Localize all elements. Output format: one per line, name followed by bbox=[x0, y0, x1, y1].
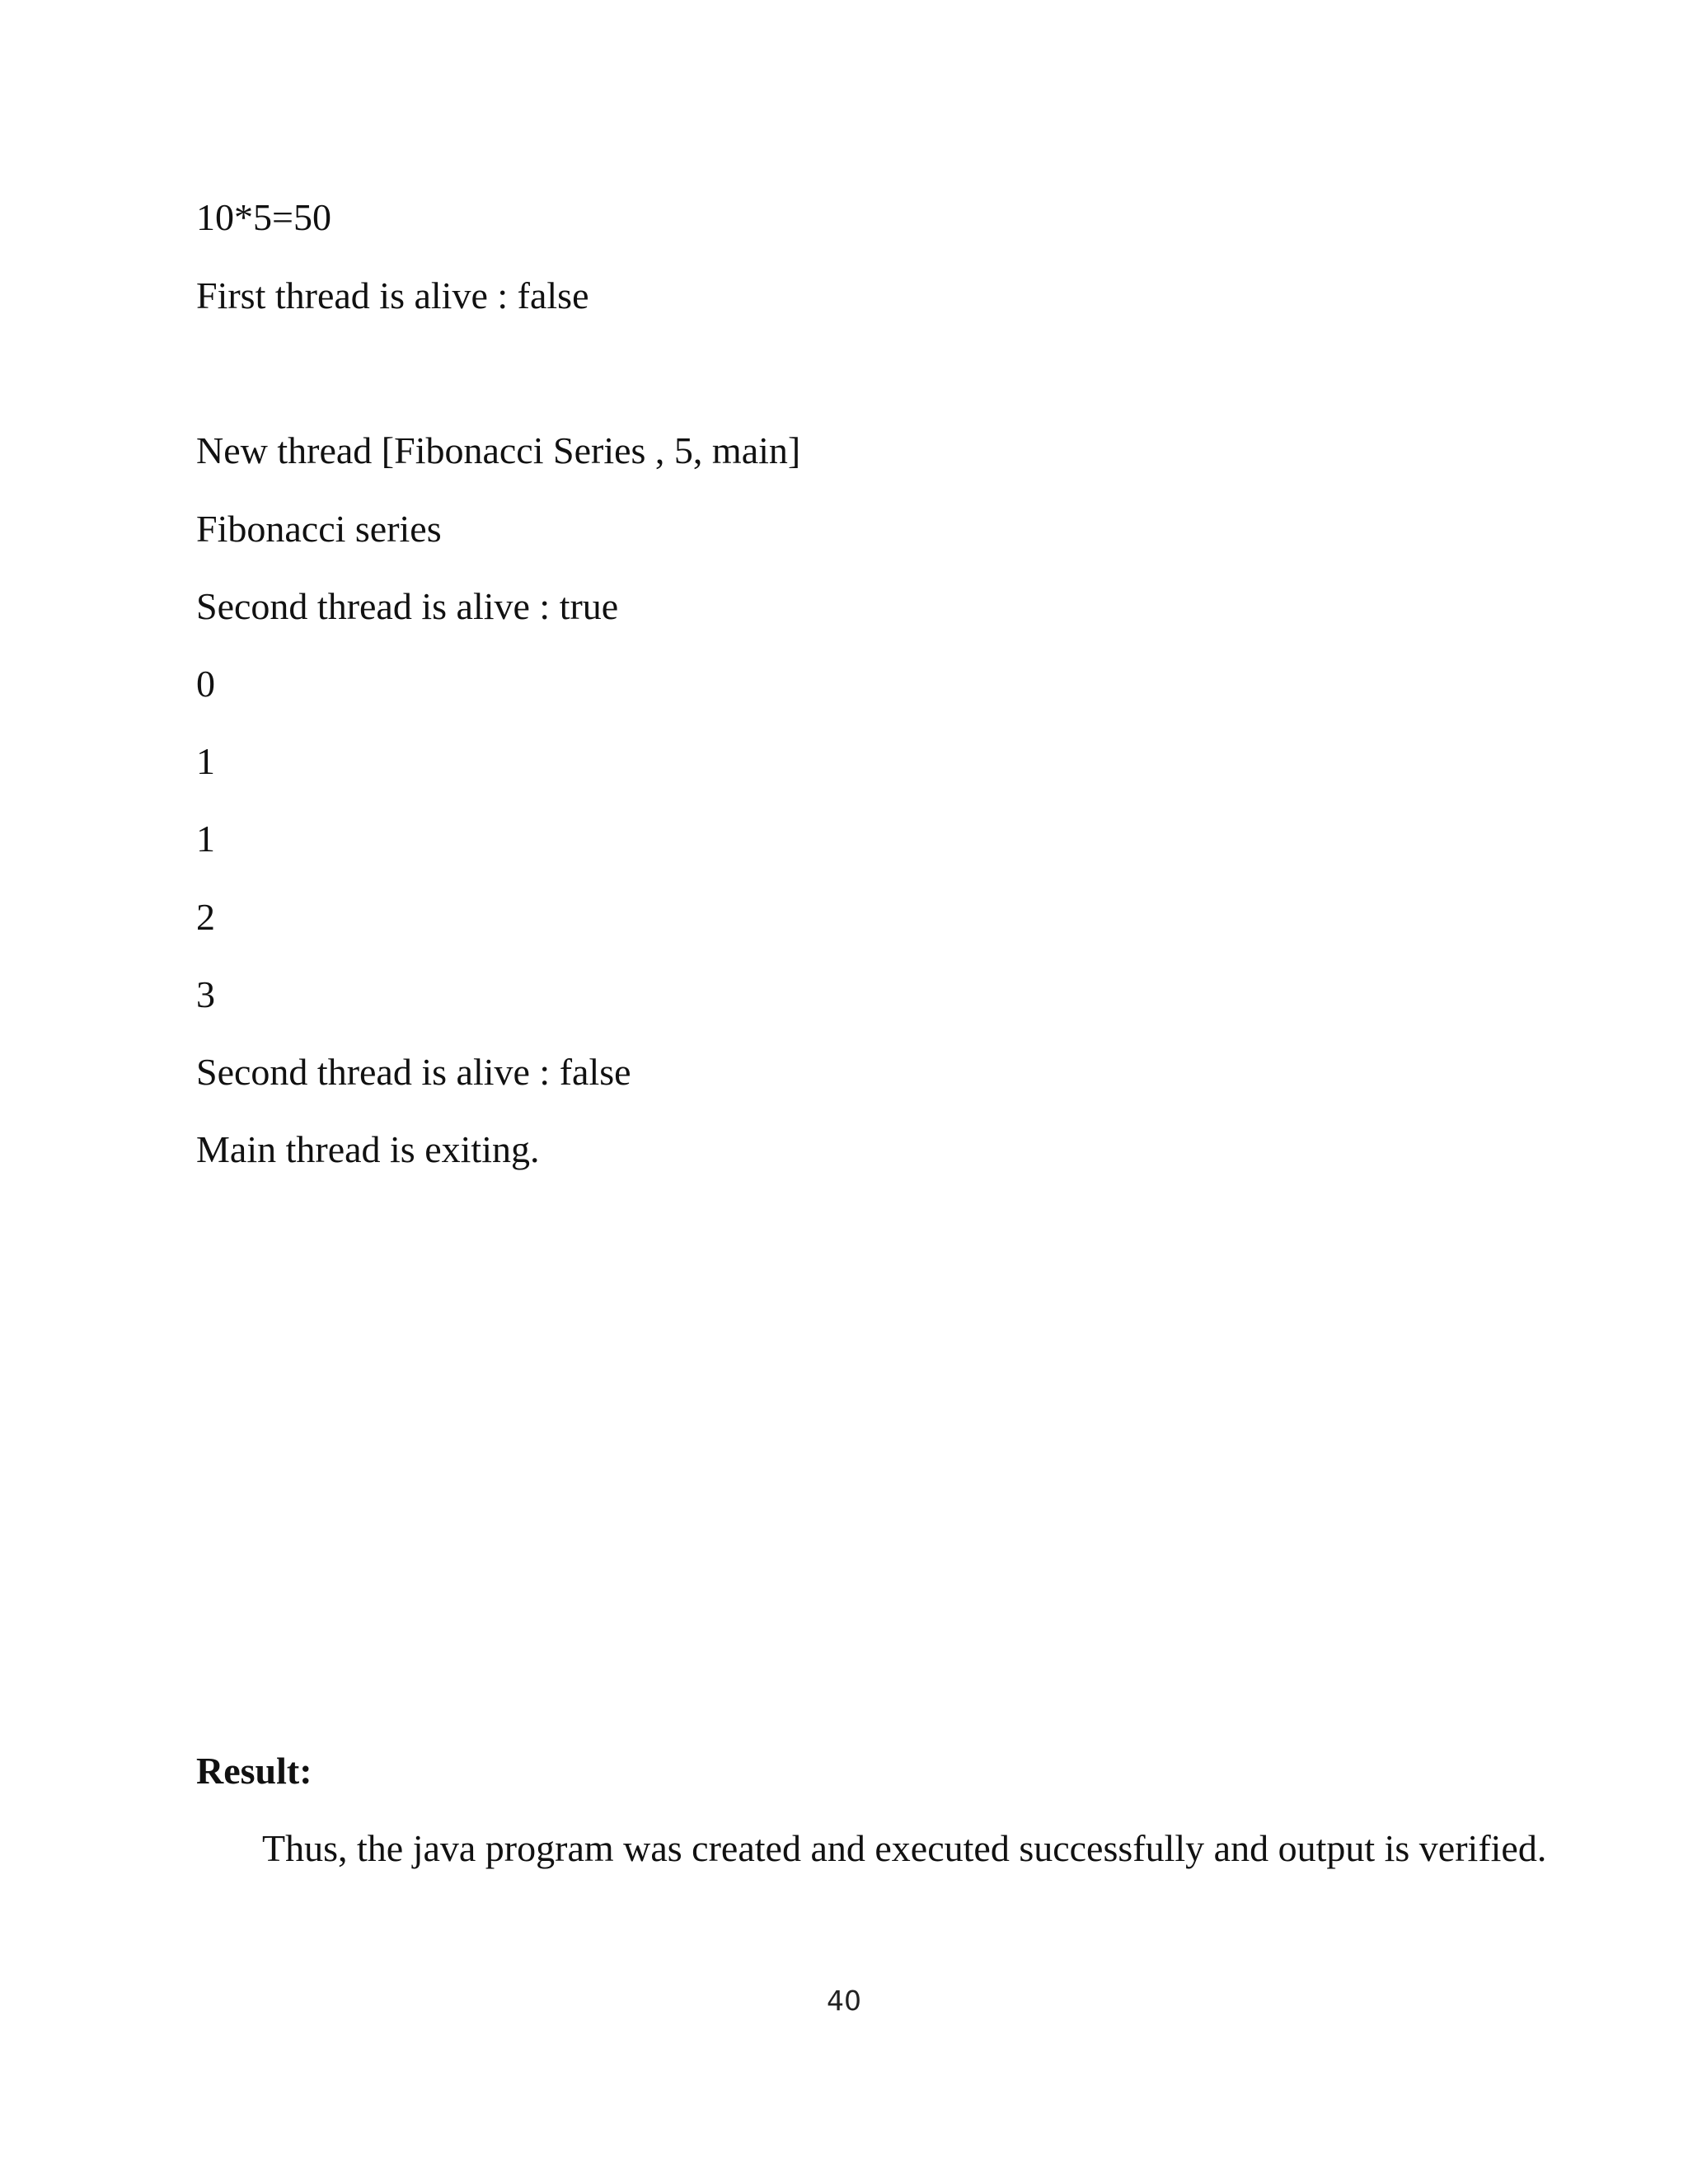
output-line-second-thread-alive: Second thread is alive : true bbox=[196, 585, 619, 627]
output-line-fibonacci-value: 0 bbox=[196, 663, 215, 705]
output-line-first-thread-status: First thread is alive : false bbox=[196, 274, 589, 316]
result-text: Thus, the java program was created and executed successfully and output is verified. bbox=[262, 1827, 1547, 1869]
output-line-main-exit: Main thread is exiting. bbox=[196, 1128, 540, 1170]
page-number: 40 bbox=[827, 1985, 861, 2017]
output-line-second-thread-finished: Second thread is alive : false bbox=[196, 1051, 631, 1093]
output-line-fibonacci-title: Fibonacci series bbox=[196, 508, 442, 550]
output-line-fibonacci-value: 2 bbox=[196, 896, 215, 938]
result-heading: Result: bbox=[196, 1750, 312, 1792]
output-line-fibonacci-value: 1 bbox=[196, 740, 215, 782]
output-line-new-thread: New thread [Fibonacci Series , 5, main] bbox=[196, 429, 801, 471]
output-line-product: 10*5=50 bbox=[196, 196, 331, 238]
output-line-fibonacci-value: 3 bbox=[196, 973, 215, 1015]
output-line-fibonacci-value: 1 bbox=[196, 818, 215, 860]
